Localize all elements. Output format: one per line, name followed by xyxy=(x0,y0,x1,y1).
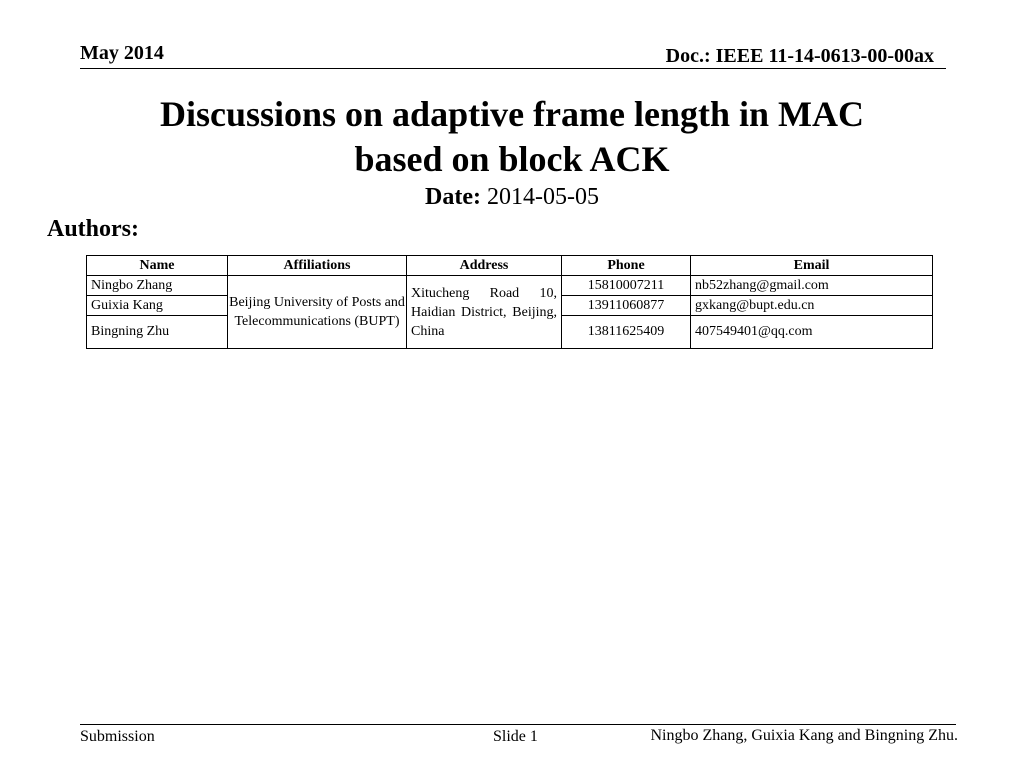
footer-rule xyxy=(80,724,956,725)
author-name: Bingning Zhu xyxy=(87,316,228,349)
author-email: 407549401@qq.com xyxy=(691,316,933,349)
author-phone: 15810007211 xyxy=(562,276,691,296)
header-affiliations: Affiliations xyxy=(228,256,407,276)
table-row xyxy=(87,276,933,296)
slide-title xyxy=(0,92,1024,182)
address-cell: Xitucheng Road 10, Haidian District, Beijing, China xyxy=(407,276,562,349)
authors-table xyxy=(86,255,933,349)
date-line xyxy=(0,184,1024,211)
author-name: Ningbo Zhang xyxy=(87,276,228,296)
author-name: Guixia Kang xyxy=(87,296,228,316)
footer-authors: Ningbo Zhang, Guixia Kang and Bingning Zhu. xyxy=(650,727,958,744)
authors-label: Authors: xyxy=(47,216,140,242)
header-address: Address xyxy=(407,256,562,276)
date-label: Date: xyxy=(425,184,481,210)
slide-title-line-1: Discussions on adaptive frame length in MAC xyxy=(159,94,865,134)
header-doc-id: Doc.: IEEE 11-14-0613-00-00ax xyxy=(665,45,934,67)
table-header-row xyxy=(87,256,933,276)
affiliation-cell: Beijing University of Posts and Telecommunications (BUPT) xyxy=(228,276,407,349)
author-phone: 13911060877 xyxy=(562,296,691,316)
header-phone: Phone xyxy=(562,256,691,276)
header-name: Name xyxy=(87,256,228,276)
footer-slide-number: Slide 1 xyxy=(493,728,538,745)
date-value: 2014-05-05 xyxy=(486,184,599,210)
author-email: gxkang@bupt.edu.cn xyxy=(691,296,933,316)
author-email: nb52zhang@gmail.com xyxy=(691,276,933,296)
slide-title-line-2: based on block ACK xyxy=(354,139,670,179)
header-date: May 2014 xyxy=(80,42,164,64)
header-email: Email xyxy=(691,256,933,276)
header-rule xyxy=(80,68,946,69)
author-phone: 13811625409 xyxy=(562,316,691,349)
footer-submission: Submission xyxy=(80,728,155,745)
